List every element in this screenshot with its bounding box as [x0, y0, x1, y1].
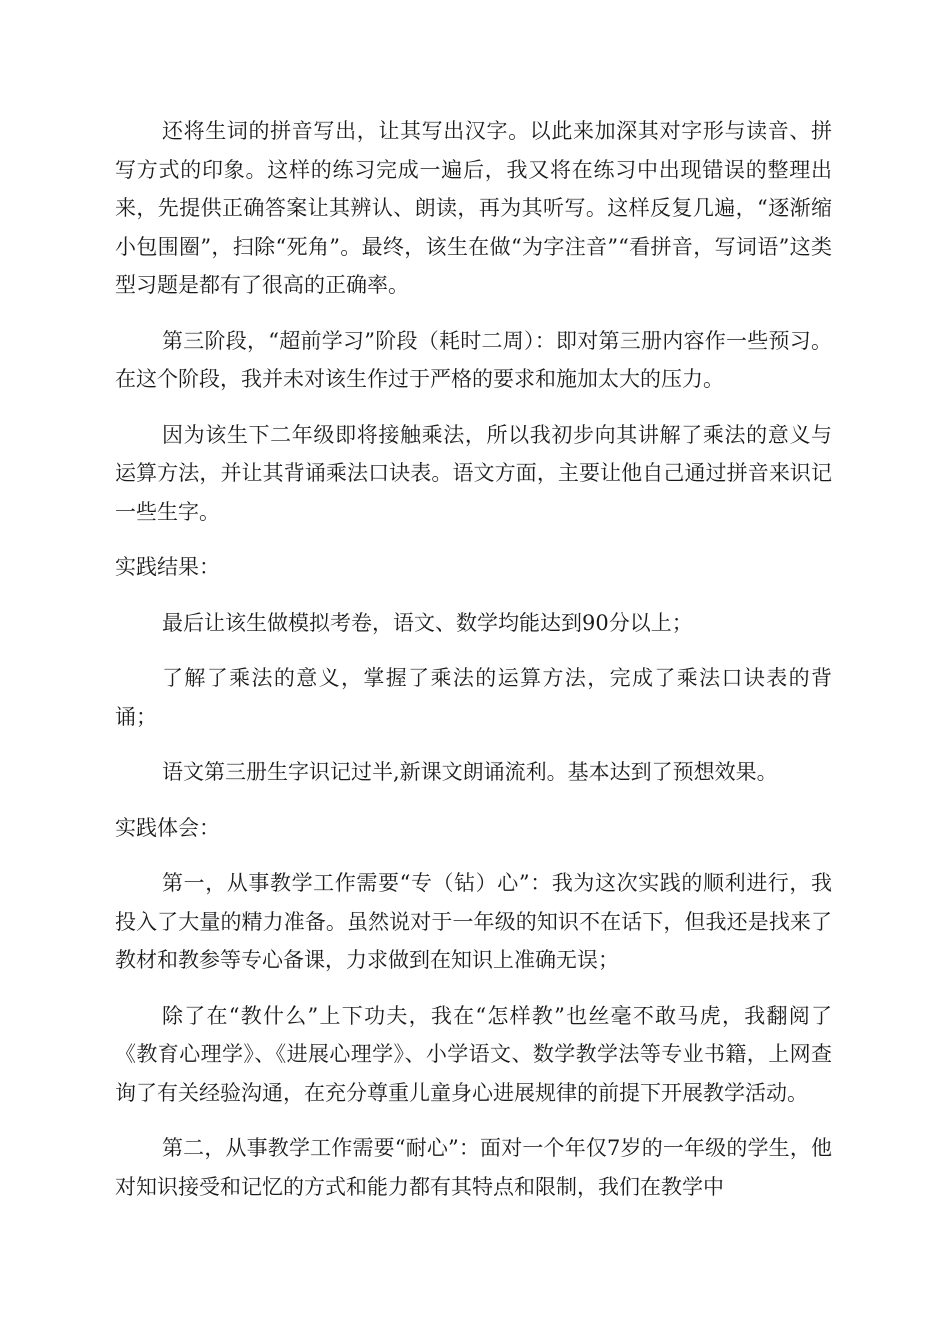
paragraph-result-multiplication: 了解了乘法的意义，掌握了乘法的运算方法，完成了乘法口诀表的背诵；: [115, 666, 832, 729]
paragraph-homework-practice: 还将生词的拼音写出，让其写出汉字。以此来加深其对字形与读音、拼写方式的印象。这样的练习完成一遍后，我又将在练习中出现错误的整理出来，先提供正确答案让其辨认、朗读，再为其听写。这样反复几遍，“逐渐缩小包围圈”，扫除“死角”。最终，该生在做“为字注音”“看拼音，写词语”这类型习题是都有了很高的正确率。: [115, 119, 832, 297]
paragraph-reflection-methods: 除了在“教什么”上下功夫，我在“怎样教”也丝毫不敢马虎，我翻阅了《教育心理学》、《进展心理学》、小学语文、数学教学法等专业书籍，上网查询了有关经验沟通，在充分尊重儿童身心进展规律的前提下开展教学活动。: [115, 1003, 832, 1105]
paragraph-result-exam: 最后让该生做模拟考卷，语文、数学均能达到90分以上；: [162, 610, 693, 635]
heading-practice-reflections: 实践体会：: [115, 815, 220, 840]
paragraph-multiplication-intro: 因为该生下二年级即将接触乘法，所以我初步向其讲解了乘法的意义与运算方法，并让其背诵乘法口诀表。语文方面，主要让他自己通过拼音来识记一些生字。: [115, 422, 832, 524]
paragraph-reflection-patience: 第二，从事教学工作需要“耐心”：面对一个年仅7岁的一年级的学生，他对知识接受和记忆的方式和能力都有其特点和限制，我们在教学中: [115, 1136, 832, 1199]
paragraph-result-chinese: 语文第三册生字识记过半,新课文朗诵流利。基本达到了预想效果。: [162, 760, 778, 784]
heading-practice-results: 实践结果：: [115, 555, 220, 579]
paragraph-reflection-focus: 第一，从事教学工作需要“专（钻）心”：我为这次实践的顺利进行，我投入了大量的精力准备。虽然说对于一年级的知识不在话下，但我还是找来了教材和教参等专心备课，力求做到在知识上准确无误；: [115, 871, 832, 972]
paragraph-stage-three: 第三阶段，“超前学习”阶段（耗时二周）：即对第三册内容作一些预习。在这个阶段，我并未对该生作过于严格的要求和施加太大的压力。: [115, 328, 832, 391]
